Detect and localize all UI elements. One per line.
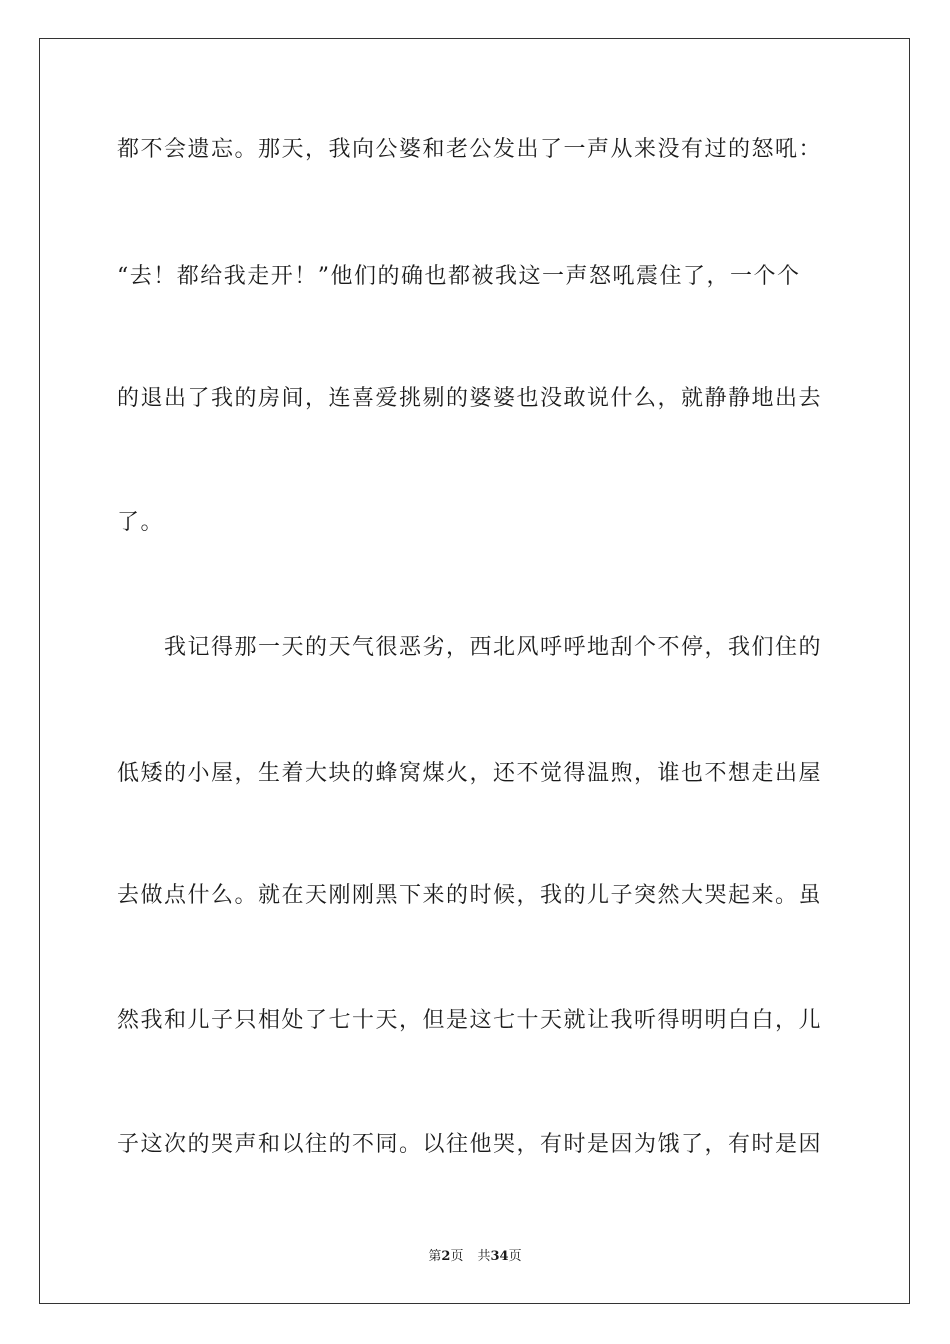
paragraph-line-7: 去做点什么。就在天刚刚黑下来的时候，我的儿子突然大哭起来。虽 bbox=[117, 883, 823, 908]
paragraph-line-2: “去！都给我走开！”他们的确也都被我这一声怒吼震住了，一个个 bbox=[117, 264, 801, 289]
paragraph-line-5: 我记得那一天的天气很恶劣，西北风呼呼地刮个不停，我们住的 bbox=[164, 635, 823, 660]
paragraph-line-4: 了。 bbox=[117, 510, 165, 535]
page-border bbox=[39, 38, 910, 1304]
paragraph-line-6: 低矮的小屋，生着大块的蜂窝煤火，还不觉得温煦，谁也不想走出屋 bbox=[117, 761, 823, 786]
page-prefix: 第 bbox=[428, 1249, 442, 1264]
page-suffix: 页 bbox=[450, 1249, 464, 1264]
page-number: 2 bbox=[441, 1249, 451, 1264]
total-prefix: 共 bbox=[477, 1249, 491, 1264]
total-suffix: 页 bbox=[508, 1249, 522, 1264]
total-pages: 34 bbox=[490, 1249, 509, 1264]
paragraph-line-3: 的退出了我的房间，连喜爱挑剔的婆婆也没敢说什么，就静静地出去 bbox=[117, 386, 823, 411]
page-footer bbox=[0, 1248, 950, 1266]
paragraph-line-9: 子这次的哭声和以往的不同。以往他哭，有时是因为饿了，有时是因 bbox=[117, 1132, 823, 1157]
paragraph-line-1: 都不会遗忘。那天，我向公婆和老公发出了一声从来没有过的怒吼： bbox=[117, 137, 823, 162]
paragraph-line-8: 然我和儿子只相处了七十天，但是这七十天就让我听得明明白白，儿 bbox=[117, 1008, 823, 1033]
